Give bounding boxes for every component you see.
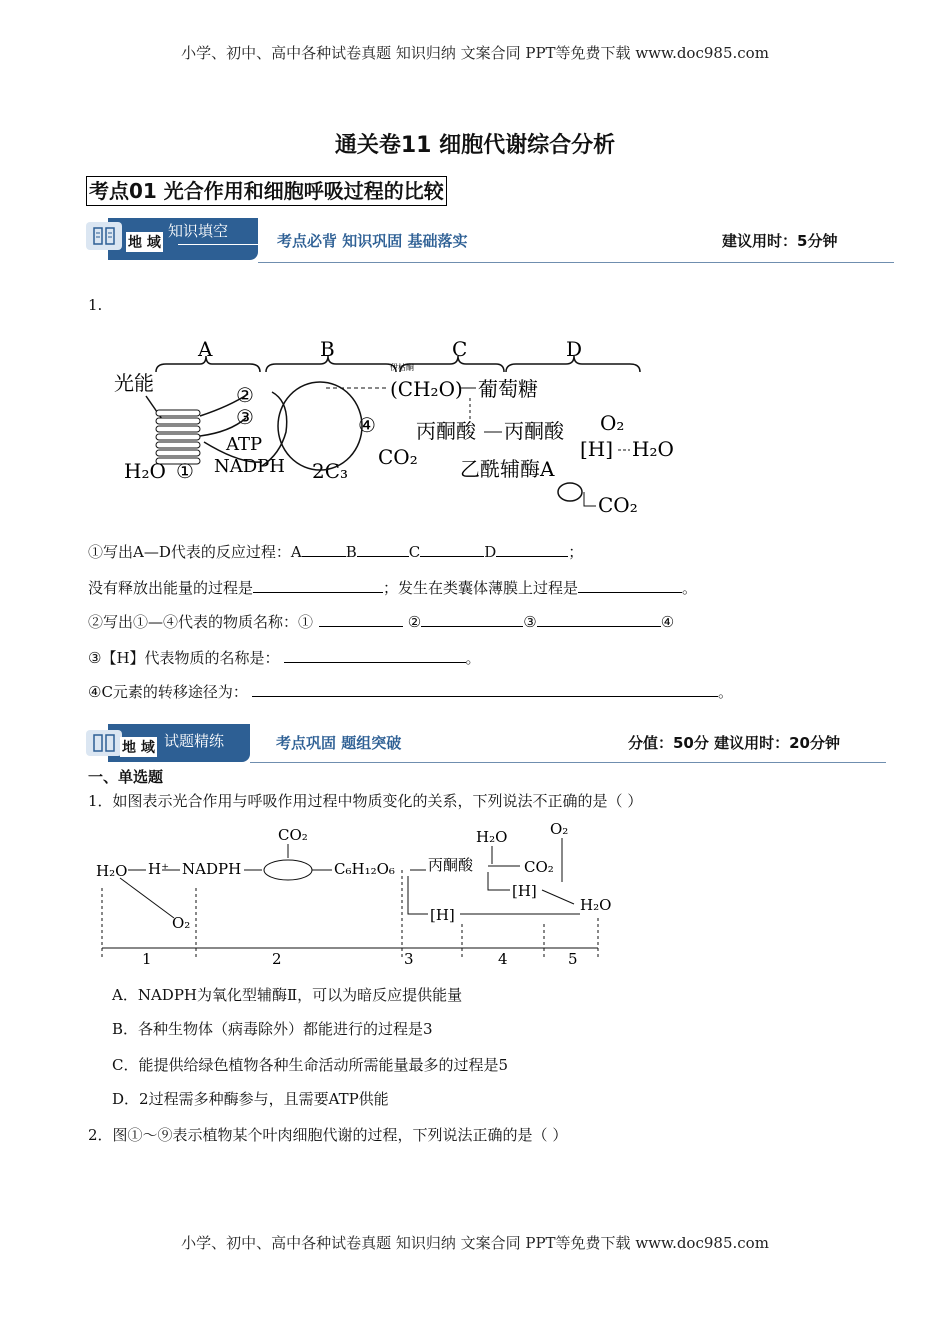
- small-label: 伊枯酮: [390, 363, 414, 372]
- fill-line-3: ②写出①—④代表的物质名称：① ② ③ ④: [88, 610, 674, 632]
- d2-glucose: C₆H₁₂O₆: [334, 860, 395, 878]
- band-rule: [250, 762, 886, 763]
- band-logo: 地 域: [120, 737, 157, 757]
- band-tab-label: 知识填空: [168, 222, 229, 240]
- band-score-time: 分值：50分 建议用时：20分钟: [628, 734, 840, 752]
- option-b[interactable]: B．各种生物体（病毒除外）都能进行的过程是3: [112, 1020, 433, 1038]
- d2-h-b: [H]: [430, 906, 455, 924]
- band-time: 建议用时：5分钟: [722, 232, 838, 250]
- d2-arrows: [120, 838, 580, 918]
- blank-sub-3[interactable]: [537, 610, 661, 627]
- o2-label: O₂: [600, 411, 625, 435]
- label-C: C: [452, 337, 468, 361]
- circle-3: ③: [236, 405, 254, 429]
- question-1: 1．如图表示光合作用与呼吸作用过程中物质变化的关系，下列说法不正确的是（ ）: [88, 792, 643, 810]
- band-rule: [258, 262, 894, 263]
- diagram-material-changes: [92, 818, 622, 968]
- blank-C[interactable]: [420, 540, 484, 557]
- option-d[interactable]: D．2过程需多种酶参与，且需要ATP供能: [112, 1090, 389, 1108]
- blank-sub-1[interactable]: [319, 610, 403, 627]
- d2-o2-top: O₂: [550, 820, 569, 838]
- circle-4: ④: [358, 413, 376, 437]
- d2-hplus: H⁺: [148, 860, 169, 878]
- blank-A[interactable]: [302, 540, 346, 557]
- fill-line-4: ③【H】代表物质的名称是： 。: [88, 646, 481, 668]
- light-energy-label: 光能: [114, 371, 154, 395]
- question-2: 2．图①～⑨表示植物某个叶肉细胞代谢的过程，下列说法正确的是（ ）: [88, 1126, 568, 1144]
- calvin-cycle: [278, 382, 362, 470]
- co2-out: CO₂: [598, 493, 638, 517]
- fill-line-2: 没有释放出能量的过程是 ；发生在类囊体薄膜上过程是 。: [88, 576, 697, 598]
- nadph-label: NADPH: [214, 456, 285, 477]
- circle-2: ②: [236, 383, 254, 407]
- d2-o2-low: O₂: [172, 914, 191, 932]
- co2-out-arrow: [584, 492, 596, 506]
- label-A: A: [198, 337, 213, 361]
- tab-underline: [178, 244, 258, 245]
- stage-3: 3: [404, 950, 414, 968]
- band-subtitle: 考点巩固 题组突破: [276, 734, 402, 752]
- d2-water-end: H₂O: [580, 896, 612, 914]
- blank-sub-2[interactable]: [421, 610, 523, 627]
- question-number: 1.: [88, 296, 103, 314]
- circle-1: ①: [176, 459, 194, 483]
- d2-co2-mid: CO₂: [524, 858, 554, 876]
- kaodian-heading: 考点01 光合作用和细胞呼吸过程的比较: [86, 176, 447, 206]
- d2-nadph: NADPH: [182, 860, 242, 878]
- thylakoid-stack: [156, 410, 200, 464]
- fill-line-1: ①写出A—D代表的反应过程：A B C D ；: [88, 540, 583, 562]
- stage-2: 2: [272, 950, 282, 968]
- label-B: B: [320, 337, 335, 361]
- section-band-1: [86, 216, 896, 264]
- page-footer: 小学、初中、高中各种试卷真题 知识归纳 文案合同 PPT等免费下载 www.doc985.com: [181, 1234, 769, 1252]
- co2-label: CO₂: [378, 445, 418, 469]
- blank-no-energy[interactable]: [253, 576, 383, 593]
- ch2o-label: (CH₂O): [390, 377, 463, 401]
- glucose-label: 葡萄糖: [478, 377, 538, 401]
- pyruvate-1: 丙酮酸: [416, 419, 476, 443]
- water-label: H₂O: [124, 459, 166, 483]
- d2-h-a: [H]: [512, 882, 537, 900]
- d2-co2-top: CO₂: [278, 826, 308, 844]
- blank-carbon[interactable]: [252, 680, 718, 697]
- pyruvate-2: 丙酮酸: [504, 419, 564, 443]
- stage-1: 1: [142, 950, 152, 968]
- label-D: D: [566, 337, 583, 361]
- stage-4: 4: [498, 950, 508, 968]
- book-icon: [86, 222, 122, 250]
- page-header: 小学、初中、高中各种试卷真题 知识归纳 文案合同 PPT等免费下载 www.doc985.com: [181, 44, 769, 62]
- krebs-cycle: [558, 483, 582, 501]
- fill-line-5: ④C元素的转移途径为： 。: [88, 680, 733, 702]
- band-subtitle: 考点必背 知识巩固 基础落实: [277, 232, 468, 250]
- band-tab-label: 试题精练: [164, 732, 225, 750]
- d2-water: H₂O: [96, 862, 128, 880]
- page-title: 通关卷11 细胞代谢综合分析: [334, 133, 616, 158]
- h-label: [H]: [580, 437, 614, 461]
- option-c[interactable]: C．能提供给绿色植物各种生命活动所需能量最多的过程是5: [112, 1056, 509, 1074]
- d2-water-mid: H₂O: [476, 828, 508, 846]
- diagram-photosynthesis-respiration: [100, 336, 700, 526]
- blank-thylakoid[interactable]: [578, 576, 682, 593]
- book-icon: [86, 730, 122, 756]
- blank-B[interactable]: [357, 540, 409, 557]
- blank-h[interactable]: [284, 646, 466, 663]
- section-heading: 一、单选题: [88, 768, 164, 786]
- blank-D[interactable]: [496, 540, 568, 557]
- stage-5: 5: [568, 950, 578, 968]
- atp-label: ATP: [226, 434, 263, 455]
- acetyl-coa: 乙酰辅酶A: [460, 457, 555, 481]
- option-a[interactable]: A．NADPH为氧化型辅酶Ⅱ，可以为暗反应提供能量: [112, 986, 463, 1004]
- section-band-2: [86, 724, 896, 766]
- band-logo: 地 域: [126, 232, 163, 252]
- c3-label: 2C₃: [312, 459, 349, 483]
- d2-pyruvate: 丙酮酸: [428, 856, 474, 874]
- water-out: H₂O: [632, 437, 674, 461]
